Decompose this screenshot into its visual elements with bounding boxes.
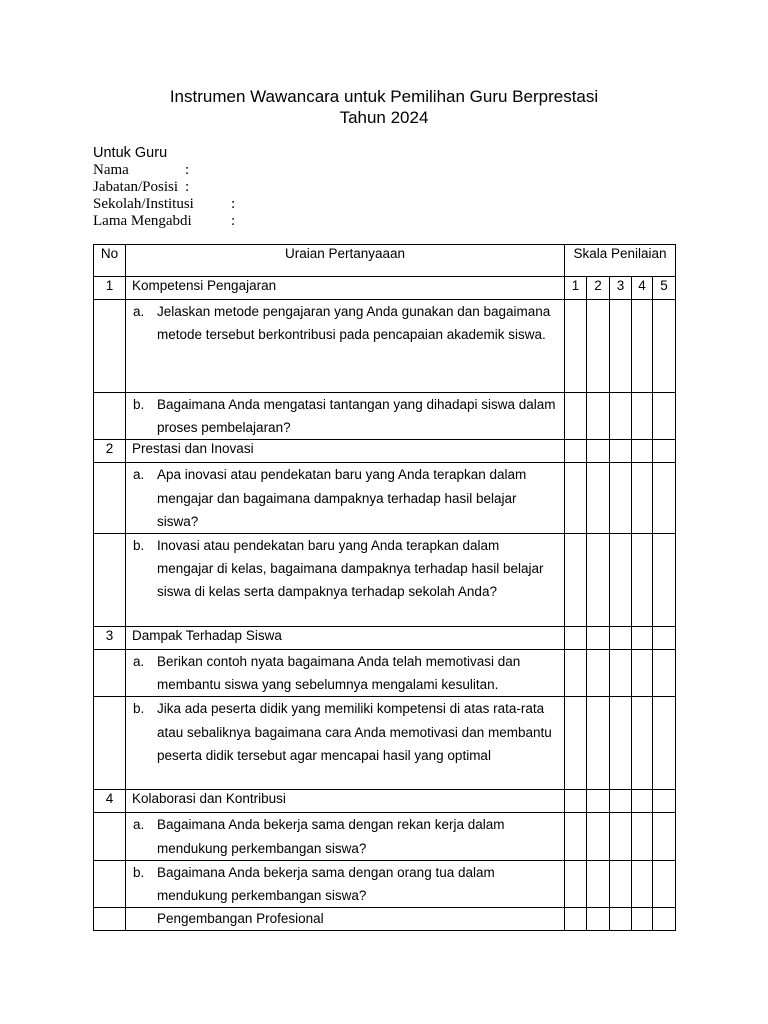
score-cell[interactable] — [565, 534, 587, 627]
question-text: Bagaimana Anda mengatasi tantangan yang dihadapi siswa dalam proses pembelajaran? — [157, 397, 556, 436]
score-cell[interactable] — [587, 300, 610, 393]
info-label-lama: Lama Mengabdi — [93, 213, 192, 229]
section-number: 2 — [94, 440, 126, 463]
info-label-nama: Nama — [93, 162, 129, 178]
question-cell — [126, 860, 565, 907]
info-colon-sekolah: : — [231, 196, 236, 212]
score-cell[interactable] — [632, 393, 653, 440]
score-cell[interactable] — [610, 534, 632, 627]
scale-number: 3 — [610, 277, 632, 300]
trailing-row — [94, 908, 676, 931]
score-cell[interactable] — [587, 463, 610, 534]
header-scale: Skala Penilaian — [565, 245, 676, 277]
score-cell[interactable] — [587, 697, 610, 790]
score-cell[interactable] — [632, 813, 653, 860]
score-cell[interactable] — [610, 393, 632, 440]
scale-number: 5 — [653, 277, 676, 300]
scale-number: 1 — [565, 277, 587, 300]
question-row — [94, 860, 676, 907]
section-title: Dampak Terhadap Siswa — [126, 627, 565, 650]
item-marker: a. — [133, 467, 145, 483]
item-marker: a. — [133, 654, 145, 670]
item-marker: b. — [133, 701, 145, 717]
item-marker: a. — [133, 304, 145, 319]
info-colon-nama: : — [185, 162, 190, 178]
header-no: No — [94, 245, 126, 277]
trailing-row-text: Pengembangan Profesional — [126, 908, 565, 931]
question-row — [94, 393, 676, 440]
question-row — [94, 650, 676, 697]
score-cell[interactable] — [565, 697, 587, 790]
question-row — [94, 534, 676, 627]
section-number: 4 — [94, 790, 126, 813]
score-cell[interactable] — [610, 300, 632, 393]
score-cell[interactable] — [653, 813, 676, 860]
score-cell[interactable] — [610, 650, 632, 697]
score-cell[interactable] — [653, 650, 676, 697]
info-colon-lama: : — [231, 213, 236, 229]
score-cell[interactable] — [565, 650, 587, 697]
question-text: Bagaimana Anda bekerja sama dengan rekan kerja dalam mendukung perkembangan siswa? — [157, 817, 505, 856]
score-cell[interactable] — [610, 697, 632, 790]
score-cell[interactable] — [565, 393, 587, 440]
info-label-sekolah: Sekolah/Institusi — [93, 196, 194, 212]
question-cell — [126, 650, 565, 697]
question-text: Jelaskan metode pengajaran yang Anda gunakan dan bagaimana metode tersebut berkontribusi pada pencapaian akademik siswa. — [157, 304, 551, 343]
score-cell[interactable] — [632, 697, 653, 790]
score-cell[interactable] — [653, 463, 676, 534]
question-cell — [126, 463, 565, 534]
question-text: Jika ada peserta didik yang memiliki kompetensi di atas rata-rata atau sebaliknya bagaimana cara Anda memotivasi dan membantu peserta didik tersebut agar mencapai hasil yang optimal — [157, 701, 552, 763]
item-marker: b. — [133, 397, 145, 412]
score-cell[interactable] — [653, 534, 676, 627]
section-row — [94, 440, 676, 463]
question-cell — [126, 813, 565, 860]
score-cell[interactable] — [610, 463, 632, 534]
section-row — [94, 277, 676, 300]
score-cell[interactable] — [653, 697, 676, 790]
question-cell — [126, 534, 565, 627]
info-colon-jabatan: : — [185, 179, 190, 195]
header-question: Uraian Pertanyaaan — [126, 245, 565, 277]
question-cell — [126, 393, 565, 440]
question-row — [94, 463, 676, 534]
table-header-row — [94, 245, 676, 277]
item-marker: a. — [133, 817, 145, 833]
document-title: Instrumen Wawancara untuk Pemilihan Guru Berprestasi — [169, 87, 599, 106]
section-row — [94, 790, 676, 813]
question-text: Bagaimana Anda bekerja sama dengan orang tua dalam mendukung perkembangan siswa? — [157, 864, 495, 904]
document-year: Tahun 2024 — [339, 108, 429, 127]
section-number: 3 — [94, 627, 126, 650]
score-cell[interactable] — [632, 534, 653, 627]
section-row — [94, 627, 676, 650]
score-cell[interactable] — [565, 813, 587, 860]
score-cell[interactable] — [632, 650, 653, 697]
score-cell[interactable] — [565, 463, 587, 534]
score-cell[interactable] — [587, 393, 610, 440]
info-label-jabatan: Jabatan/Posisi — [93, 179, 178, 195]
question-row — [94, 697, 676, 790]
question-row — [94, 300, 676, 393]
question-row — [94, 813, 676, 860]
interview-table — [93, 244, 676, 931]
question-cell — [126, 697, 565, 790]
scale-number: 2 — [587, 277, 610, 300]
score-cell[interactable] — [610, 813, 632, 860]
score-cell[interactable] — [632, 463, 653, 534]
score-cell[interactable] — [632, 860, 653, 907]
scale-number: 4 — [632, 277, 653, 300]
section-title: Prestasi dan Inovasi — [126, 440, 565, 463]
score-cell[interactable] — [653, 300, 676, 393]
item-marker: b. — [133, 864, 145, 880]
score-cell[interactable] — [632, 300, 653, 393]
score-cell[interactable] — [610, 860, 632, 907]
question-text: Apa inovasi atau pendekatan baru yang Anda terapkan dalam mengajar dan bagaimana dampaknya terhadap hasil belajar siswa? — [157, 467, 527, 529]
question-cell — [126, 300, 565, 393]
score-cell[interactable] — [565, 300, 587, 393]
section-title: Kolaborasi dan Kontribusi — [126, 790, 565, 813]
info-heading: Untuk Guru — [93, 145, 168, 161]
score-cell[interactable] — [587, 534, 610, 627]
question-text: Inovasi atau pendekatan baru yang Anda terapkan dalam mengajar di kelas, bagaimana dampaknya terhadap hasil belajar siswa di kelas serta dampaknya terhadap sekolah Anda? — [157, 538, 544, 600]
score-cell[interactable] — [565, 860, 587, 907]
question-text: Berikan contoh nyata bagaimana Anda telah memotivasi dan membantu siswa yang sebelumnya mengalami kesulitan. — [157, 654, 521, 693]
item-marker: b. — [133, 538, 145, 554]
score-cell[interactable] — [587, 813, 610, 860]
section-title: Kompetensi Pengajaran — [126, 277, 565, 300]
score-cell[interactable] — [653, 860, 676, 907]
score-cell[interactable] — [653, 393, 676, 440]
section-number: 1 — [94, 277, 126, 300]
score-cell[interactable] — [587, 860, 610, 907]
score-cell[interactable] — [587, 650, 610, 697]
